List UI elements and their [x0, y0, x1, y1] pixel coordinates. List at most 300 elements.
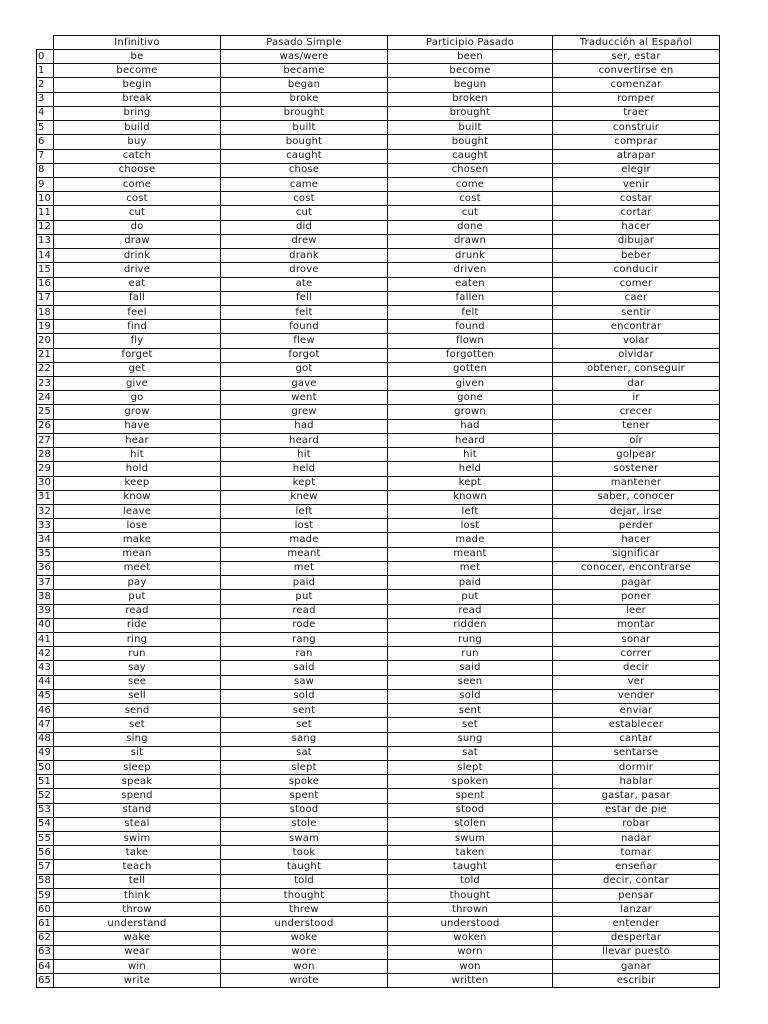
- translation-cell: enseñar: [553, 860, 720, 874]
- row-index: 7: [37, 149, 54, 163]
- translation-cell: construir: [553, 121, 720, 135]
- past-participle-cell: forgotten: [388, 348, 553, 362]
- past-participle-cell: fallen: [388, 291, 553, 305]
- past-simple-cell: felt: [221, 305, 388, 319]
- row-index: 28: [37, 448, 54, 462]
- past-participle-cell: spent: [388, 789, 553, 803]
- past-participle-cell: paid: [388, 576, 553, 590]
- row-index: 63: [37, 945, 54, 959]
- translation-cell: tomar: [553, 846, 720, 860]
- translation-cell: comer: [553, 277, 720, 291]
- past-simple-cell: went: [221, 391, 388, 405]
- table-row: [37, 888, 720, 902]
- translation-cell: oír: [553, 433, 720, 447]
- past-simple-cell: woke: [221, 931, 388, 945]
- translation-cell: crecer: [553, 405, 720, 419]
- past-simple-cell: heard: [221, 433, 388, 447]
- row-index: 41: [37, 632, 54, 646]
- table-row: [37, 64, 720, 78]
- past-simple-cell: gave: [221, 377, 388, 391]
- past-participle-cell: stolen: [388, 817, 553, 831]
- infinitive-cell: get: [54, 362, 221, 376]
- past-participle-cell: done: [388, 220, 553, 234]
- translation-cell: gastar, pasar: [553, 789, 720, 803]
- past-participle-cell: worn: [388, 945, 553, 959]
- row-index: 35: [37, 547, 54, 561]
- translation-cell: perder: [553, 519, 720, 533]
- table-row: [37, 931, 720, 945]
- past-participle-cell: written: [388, 974, 553, 988]
- translation-cell: venir: [553, 177, 720, 191]
- past-simple-cell: drank: [221, 249, 388, 263]
- past-participle-cell: built: [388, 121, 553, 135]
- row-index: 49: [37, 746, 54, 760]
- row-index: 52: [37, 789, 54, 803]
- translation-cell: dejar, irse: [553, 505, 720, 519]
- infinitive-cell: think: [54, 888, 221, 902]
- table-row: [37, 163, 720, 177]
- translation-cell: comprar: [553, 135, 720, 149]
- past-participle-cell: eaten: [388, 277, 553, 291]
- infinitive-cell: take: [54, 846, 221, 860]
- translation-cell: pagar: [553, 576, 720, 590]
- row-index: 19: [37, 320, 54, 334]
- past-participle-cell: slept: [388, 760, 553, 774]
- past-simple-cell: flew: [221, 334, 388, 348]
- infinitive-cell: find: [54, 320, 221, 334]
- infinitive-cell: be: [54, 50, 221, 64]
- translation-cell: establecer: [553, 718, 720, 732]
- past-participle-cell: spoken: [388, 775, 553, 789]
- infinitive-cell: catch: [54, 149, 221, 163]
- translation-cell: pensar: [553, 888, 720, 902]
- infinitive-cell: grow: [54, 405, 221, 419]
- translation-cell: volar: [553, 334, 720, 348]
- table-row: [37, 419, 720, 433]
- table-row: [37, 903, 720, 917]
- past-simple-cell: drove: [221, 263, 388, 277]
- row-index: 18: [37, 305, 54, 319]
- header-traduccion: Traducción al Español: [553, 36, 720, 50]
- past-simple-cell: spoke: [221, 775, 388, 789]
- past-participle-cell: made: [388, 533, 553, 547]
- row-index: 15: [37, 263, 54, 277]
- row-index: 14: [37, 249, 54, 263]
- row-index: 59: [37, 888, 54, 902]
- past-participle-cell: broken: [388, 92, 553, 106]
- past-simple-cell: left: [221, 505, 388, 519]
- past-participle-cell: been: [388, 50, 553, 64]
- past-simple-cell: forgot: [221, 348, 388, 362]
- row-index: 38: [37, 590, 54, 604]
- infinitive-cell: understand: [54, 917, 221, 931]
- table-row: [37, 377, 720, 391]
- table-row: [37, 917, 720, 931]
- infinitive-cell: feel: [54, 305, 221, 319]
- past-participle-cell: taken: [388, 846, 553, 860]
- past-simple-cell: hit: [221, 448, 388, 462]
- table-row: [37, 50, 720, 64]
- past-participle-cell: chosen: [388, 163, 553, 177]
- translation-cell: mantener: [553, 476, 720, 490]
- translation-cell: costar: [553, 192, 720, 206]
- infinitive-cell: ring: [54, 632, 221, 646]
- past-simple-cell: paid: [221, 576, 388, 590]
- past-participle-cell: come: [388, 177, 553, 191]
- past-simple-cell: met: [221, 561, 388, 575]
- row-index: 62: [37, 931, 54, 945]
- past-simple-cell: lost: [221, 519, 388, 533]
- table-row: [37, 462, 720, 476]
- infinitive-cell: choose: [54, 163, 221, 177]
- infinitive-cell: drive: [54, 263, 221, 277]
- row-index: 20: [37, 334, 54, 348]
- table-row: [37, 647, 720, 661]
- past-simple-cell: cost: [221, 192, 388, 206]
- past-simple-cell: won: [221, 960, 388, 974]
- row-index: 65: [37, 974, 54, 988]
- infinitive-cell: sing: [54, 732, 221, 746]
- past-simple-cell: sold: [221, 689, 388, 703]
- table-row: [37, 860, 720, 874]
- past-simple-cell: stole: [221, 817, 388, 831]
- table-row: [37, 604, 720, 618]
- table-row: [37, 945, 720, 959]
- past-simple-cell: stood: [221, 803, 388, 817]
- translation-cell: beber: [553, 249, 720, 263]
- past-simple-cell: thought: [221, 888, 388, 902]
- table-row: [37, 405, 720, 419]
- infinitive-cell: swim: [54, 832, 221, 846]
- past-simple-cell: sent: [221, 704, 388, 718]
- past-participle-cell: kept: [388, 476, 553, 490]
- past-participle-cell: caught: [388, 149, 553, 163]
- past-simple-cell: kept: [221, 476, 388, 490]
- past-participle-cell: told: [388, 874, 553, 888]
- row-index: 50: [37, 760, 54, 774]
- row-index: 5: [37, 121, 54, 135]
- past-simple-cell: slept: [221, 760, 388, 774]
- past-participle-cell: stood: [388, 803, 553, 817]
- infinitive-cell: fly: [54, 334, 221, 348]
- past-simple-cell: built: [221, 121, 388, 135]
- past-simple-cell: put: [221, 590, 388, 604]
- row-index: 32: [37, 505, 54, 519]
- translation-cell: escribir: [553, 974, 720, 988]
- translation-cell: comenzar: [553, 78, 720, 92]
- infinitive-cell: pay: [54, 576, 221, 590]
- past-participle-cell: won: [388, 960, 553, 974]
- past-simple-cell: was/were: [221, 50, 388, 64]
- infinitive-cell: spend: [54, 789, 221, 803]
- past-participle-cell: meant: [388, 547, 553, 561]
- translation-cell: convertirse en: [553, 64, 720, 78]
- table-row: [37, 718, 720, 732]
- past-simple-cell: sang: [221, 732, 388, 746]
- past-simple-cell: made: [221, 533, 388, 547]
- row-index: 29: [37, 462, 54, 476]
- infinitive-cell: forget: [54, 348, 221, 362]
- table-row: [37, 661, 720, 675]
- infinitive-cell: meet: [54, 561, 221, 575]
- past-participle-cell: run: [388, 647, 553, 661]
- row-index: 54: [37, 817, 54, 831]
- row-index: 55: [37, 832, 54, 846]
- infinitive-cell: build: [54, 121, 221, 135]
- table-row: [37, 960, 720, 974]
- translation-cell: despertar: [553, 931, 720, 945]
- translation-cell: leer: [553, 604, 720, 618]
- irregular-verbs-table: [36, 35, 720, 988]
- table-row: [37, 974, 720, 988]
- header-participio-pasado: Participio Pasado: [388, 36, 553, 50]
- past-participle-cell: drawn: [388, 234, 553, 248]
- past-simple-cell: brought: [221, 106, 388, 120]
- translation-cell: romper: [553, 92, 720, 106]
- translation-cell: ser, estar: [553, 50, 720, 64]
- table-row: [37, 561, 720, 575]
- row-index: 10: [37, 192, 54, 206]
- past-simple-cell: did: [221, 220, 388, 234]
- translation-cell: cortar: [553, 206, 720, 220]
- past-participle-cell: had: [388, 419, 553, 433]
- translation-cell: hacer: [553, 220, 720, 234]
- past-simple-cell: drew: [221, 234, 388, 248]
- row-index: 34: [37, 533, 54, 547]
- past-participle-cell: seen: [388, 675, 553, 689]
- header-corner-cell: [37, 36, 54, 50]
- past-participle-cell: drunk: [388, 249, 553, 263]
- translation-cell: decir, contar: [553, 874, 720, 888]
- row-index: 21: [37, 348, 54, 362]
- past-simple-cell: rang: [221, 632, 388, 646]
- past-participle-cell: become: [388, 64, 553, 78]
- row-index: 11: [37, 206, 54, 220]
- table-row: [37, 632, 720, 646]
- past-simple-cell: sat: [221, 746, 388, 760]
- past-participle-cell: grown: [388, 405, 553, 419]
- table-row: [37, 277, 720, 291]
- infinitive-cell: bring: [54, 106, 221, 120]
- translation-cell: ir: [553, 391, 720, 405]
- table-row: [37, 618, 720, 632]
- translation-cell: dormir: [553, 760, 720, 774]
- past-participle-cell: sung: [388, 732, 553, 746]
- past-simple-cell: set: [221, 718, 388, 732]
- infinitive-cell: speak: [54, 775, 221, 789]
- row-index: 56: [37, 846, 54, 860]
- past-simple-cell: broke: [221, 92, 388, 106]
- row-index: 36: [37, 561, 54, 575]
- row-index: 23: [37, 377, 54, 391]
- translation-cell: sostener: [553, 462, 720, 476]
- row-index: 25: [37, 405, 54, 419]
- infinitive-cell: hold: [54, 462, 221, 476]
- row-index: 58: [37, 874, 54, 888]
- infinitive-cell: wear: [54, 945, 221, 959]
- infinitive-cell: come: [54, 177, 221, 191]
- row-index: 6: [37, 135, 54, 149]
- past-simple-cell: threw: [221, 903, 388, 917]
- table-row: [37, 803, 720, 817]
- past-simple-cell: chose: [221, 163, 388, 177]
- past-participle-cell: met: [388, 561, 553, 575]
- past-participle-cell: lost: [388, 519, 553, 533]
- infinitive-cell: steal: [54, 817, 221, 831]
- table-row: [37, 775, 720, 789]
- row-index: 46: [37, 704, 54, 718]
- row-index: 37: [37, 576, 54, 590]
- past-simple-cell: found: [221, 320, 388, 334]
- past-participle-cell: left: [388, 505, 553, 519]
- row-index: 64: [37, 960, 54, 974]
- translation-cell: traer: [553, 106, 720, 120]
- translation-cell: conducir: [553, 263, 720, 277]
- translation-cell: tener: [553, 419, 720, 433]
- past-simple-cell: came: [221, 177, 388, 191]
- past-participle-cell: read: [388, 604, 553, 618]
- past-participle-cell: brought: [388, 106, 553, 120]
- infinitive-cell: stand: [54, 803, 221, 817]
- past-participle-cell: woken: [388, 931, 553, 945]
- row-index: 47: [37, 718, 54, 732]
- infinitive-cell: buy: [54, 135, 221, 149]
- infinitive-cell: become: [54, 64, 221, 78]
- past-participle-cell: bought: [388, 135, 553, 149]
- infinitive-cell: draw: [54, 234, 221, 248]
- table-row: [37, 746, 720, 760]
- past-participle-cell: felt: [388, 305, 553, 319]
- translation-cell: lanzar: [553, 903, 720, 917]
- translation-cell: significar: [553, 547, 720, 561]
- infinitive-cell: say: [54, 661, 221, 675]
- past-simple-cell: ate: [221, 277, 388, 291]
- translation-cell: ganar: [553, 960, 720, 974]
- infinitive-cell: break: [54, 92, 221, 106]
- infinitive-cell: set: [54, 718, 221, 732]
- past-participle-cell: put: [388, 590, 553, 604]
- translation-cell: sentir: [553, 305, 720, 319]
- table-row: [37, 220, 720, 234]
- past-participle-cell: gone: [388, 391, 553, 405]
- row-index: 27: [37, 433, 54, 447]
- past-simple-cell: grew: [221, 405, 388, 419]
- past-participle-cell: hit: [388, 448, 553, 462]
- table-row: [37, 121, 720, 135]
- header-pasado-simple: Pasado Simple: [221, 36, 388, 50]
- table-row: [37, 590, 720, 604]
- past-simple-cell: cut: [221, 206, 388, 220]
- table-row: [37, 789, 720, 803]
- infinitive-cell: give: [54, 377, 221, 391]
- table-row: [37, 106, 720, 120]
- past-simple-cell: had: [221, 419, 388, 433]
- past-simple-cell: rode: [221, 618, 388, 632]
- row-index: 57: [37, 860, 54, 874]
- translation-cell: obtener, conseguir: [553, 362, 720, 376]
- translation-cell: golpear: [553, 448, 720, 462]
- past-participle-cell: found: [388, 320, 553, 334]
- table-row: [37, 305, 720, 319]
- row-index: 31: [37, 490, 54, 504]
- infinitive-cell: fall: [54, 291, 221, 305]
- table-row: [37, 576, 720, 590]
- translation-cell: conocer, encontrarse: [553, 561, 720, 575]
- past-simple-cell: fell: [221, 291, 388, 305]
- infinitive-cell: mean: [54, 547, 221, 561]
- infinitive-cell: know: [54, 490, 221, 504]
- past-participle-cell: understood: [388, 917, 553, 931]
- past-participle-cell: driven: [388, 263, 553, 277]
- infinitive-cell: lose: [54, 519, 221, 533]
- table-row: [37, 234, 720, 248]
- infinitive-cell: drink: [54, 249, 221, 263]
- table-row: [37, 391, 720, 405]
- infinitive-cell: hear: [54, 433, 221, 447]
- past-participle-cell: rung: [388, 632, 553, 646]
- infinitive-cell: keep: [54, 476, 221, 490]
- row-index: 43: [37, 661, 54, 675]
- past-participle-cell: set: [388, 718, 553, 732]
- past-participle-cell: sent: [388, 704, 553, 718]
- past-simple-cell: taught: [221, 860, 388, 874]
- table-row: [37, 846, 720, 860]
- table-row: [37, 249, 720, 263]
- past-simple-cell: read: [221, 604, 388, 618]
- past-participle-cell: sold: [388, 689, 553, 703]
- infinitive-cell: ride: [54, 618, 221, 632]
- table-row: [37, 348, 720, 362]
- row-index: 1: [37, 64, 54, 78]
- table-row: [37, 448, 720, 462]
- infinitive-cell: run: [54, 647, 221, 661]
- translation-cell: hablar: [553, 775, 720, 789]
- translation-cell: montar: [553, 618, 720, 632]
- past-participle-cell: cut: [388, 206, 553, 220]
- past-simple-cell: got: [221, 362, 388, 376]
- table-row: [37, 334, 720, 348]
- translation-cell: encontrar: [553, 320, 720, 334]
- translation-cell: enviar: [553, 704, 720, 718]
- row-index: 39: [37, 604, 54, 618]
- table-row: [37, 476, 720, 490]
- table-row: [37, 135, 720, 149]
- table-row: [37, 704, 720, 718]
- row-index: 30: [37, 476, 54, 490]
- table-row: [37, 320, 720, 334]
- past-participle-cell: heard: [388, 433, 553, 447]
- past-participle-cell: flown: [388, 334, 553, 348]
- row-index: 2: [37, 78, 54, 92]
- infinitive-cell: put: [54, 590, 221, 604]
- infinitive-cell: send: [54, 704, 221, 718]
- translation-cell: caer: [553, 291, 720, 305]
- past-simple-cell: meant: [221, 547, 388, 561]
- past-simple-cell: took: [221, 846, 388, 860]
- table-row: [37, 832, 720, 846]
- infinitive-cell: tell: [54, 874, 221, 888]
- translation-cell: olvidar: [553, 348, 720, 362]
- translation-cell: dibujar: [553, 234, 720, 248]
- translation-cell: decir: [553, 661, 720, 675]
- row-index: 51: [37, 775, 54, 789]
- past-participle-cell: said: [388, 661, 553, 675]
- table-row: [37, 490, 720, 504]
- past-participle-cell: swum: [388, 832, 553, 846]
- infinitive-cell: eat: [54, 277, 221, 291]
- past-simple-cell: wrote: [221, 974, 388, 988]
- row-index: 0: [37, 50, 54, 64]
